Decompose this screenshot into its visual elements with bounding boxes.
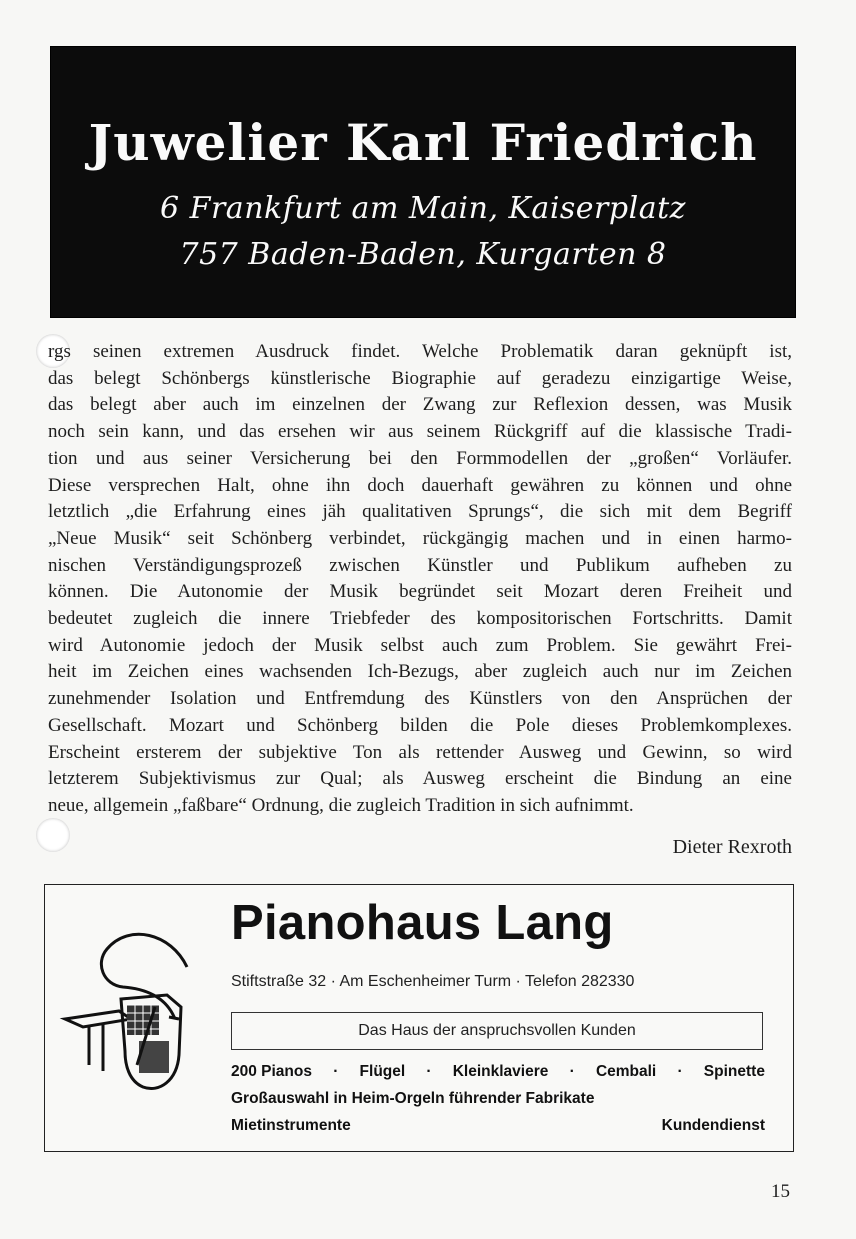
product-separator: · (426, 1063, 432, 1080)
article-line: zunehmender Isolation und Entfremdung des Künstlers von den Ansprüchen der (48, 688, 792, 710)
product-separator: · (677, 1063, 683, 1080)
jeweler-address-frankfurt: 6 Frankfurt am Main, Kaiserplatz (160, 191, 686, 226)
article-line: Erscheint ersterem der subjektive Ton als rettender Ausweg und Gewinn, so wird (48, 741, 792, 763)
piano-shop-address: Stiftstraße 32 · Am Eschenheimer Turm · Telefon 282330 (231, 973, 635, 990)
product-item: Kleinklaviere (452, 1063, 549, 1080)
article-line: „Neue Musik“ seit Schönberg verbindet, rückgängig machen und in einen harmo- (48, 527, 792, 549)
piano-shop-title: Pianohaus Lang (231, 896, 614, 950)
page-number: 15 (771, 1181, 790, 1202)
article-line: letztlich „die Erfahrung eines jäh qualitativen Sprungs“, die sich mit dem Begriff (48, 501, 792, 523)
article-line: können. Die Autonomie der Musik begründet seit Mozart deren Freiheit und (48, 581, 792, 603)
article-line: neue, allgemein „faßbare“ Ordnung, die zugleich Tradition in sich aufnimmt. (48, 794, 634, 816)
jeweler-advertisement (50, 46, 796, 318)
article-line: tion und aus seiner Versicherung bei den Formmodellen der „großen“ Vorläufer. (48, 447, 792, 469)
rental-label: Mietinstrumente (231, 1117, 351, 1134)
services-row (231, 1117, 765, 1135)
organs-line: Großauswahl in Heim-Orgeln führender Fabrikate (231, 1090, 595, 1107)
article-line: nischen Verständigungsprozeß zwischen Künstler und Publikum aufheben zu (48, 554, 792, 576)
piano-advertisement (44, 884, 794, 1152)
product-item: Spinette (703, 1063, 765, 1080)
article-line: das belegt aber auch im einzelnen der Zwang zur Reflexion dessen, was Musik (48, 394, 792, 416)
product-item: Flügel (359, 1063, 406, 1080)
article-line: das belegt Schönbergs künstlerische Biographie auf geradezu einzigartige Weise, (48, 367, 792, 389)
service-label: Kundendienst (661, 1117, 765, 1134)
jeweler-name: Juwelier Karl Friedrich (88, 113, 758, 172)
article-line: rgs seinen extremen Ausdruck findet. Welche Problematik daran geknüpft ist, (48, 341, 792, 362)
product-list (231, 1063, 765, 1081)
piano-shop-slogan: Das Haus der anspruchsvollen Kunden (231, 1012, 763, 1050)
jeweler-address-baden-baden: 757 Baden-Baden, Kurgarten 8 (179, 237, 667, 272)
article-line: Gesellschaft. Mozart und Schönberg bilden die Pole dieses Problemkomplexes. (48, 714, 792, 736)
product-separator: · (569, 1063, 575, 1080)
article-text (48, 339, 792, 820)
article-line: heit im Zeichen eines wachsenden Ich-Bezugs, aber zugleich auch nur im Zeichen (48, 661, 792, 683)
article-line: bedeutet zugleich die innere Triebfeder des kompositorischen Fortschritts. Damit (48, 608, 792, 630)
product-item: 200 Pianos (231, 1063, 312, 1080)
article-line: noch sein kann, und das ersehen wir aus seinem Rückgriff auf die klassische Tradi- (48, 421, 792, 443)
product-separator: · (333, 1063, 339, 1080)
product-item: Cembali (595, 1063, 657, 1080)
article-line: Diese versprechen Halt, ohne ihn doch dauerhaft gewähren zu können und ohne (48, 474, 792, 496)
article-author: Dieter Rexroth (672, 836, 792, 858)
punch-hole-bottom (36, 818, 70, 852)
article-line: letzterem Subjektivismus zur Qual; als Ausweg erscheint die Bindung an eine (48, 768, 792, 790)
article-line: wird Autonomie jedoch der Musik selbst auch zum Problem. Sie gewährt Frei- (48, 634, 792, 656)
grand-piano-logo-icon (59, 915, 229, 1105)
